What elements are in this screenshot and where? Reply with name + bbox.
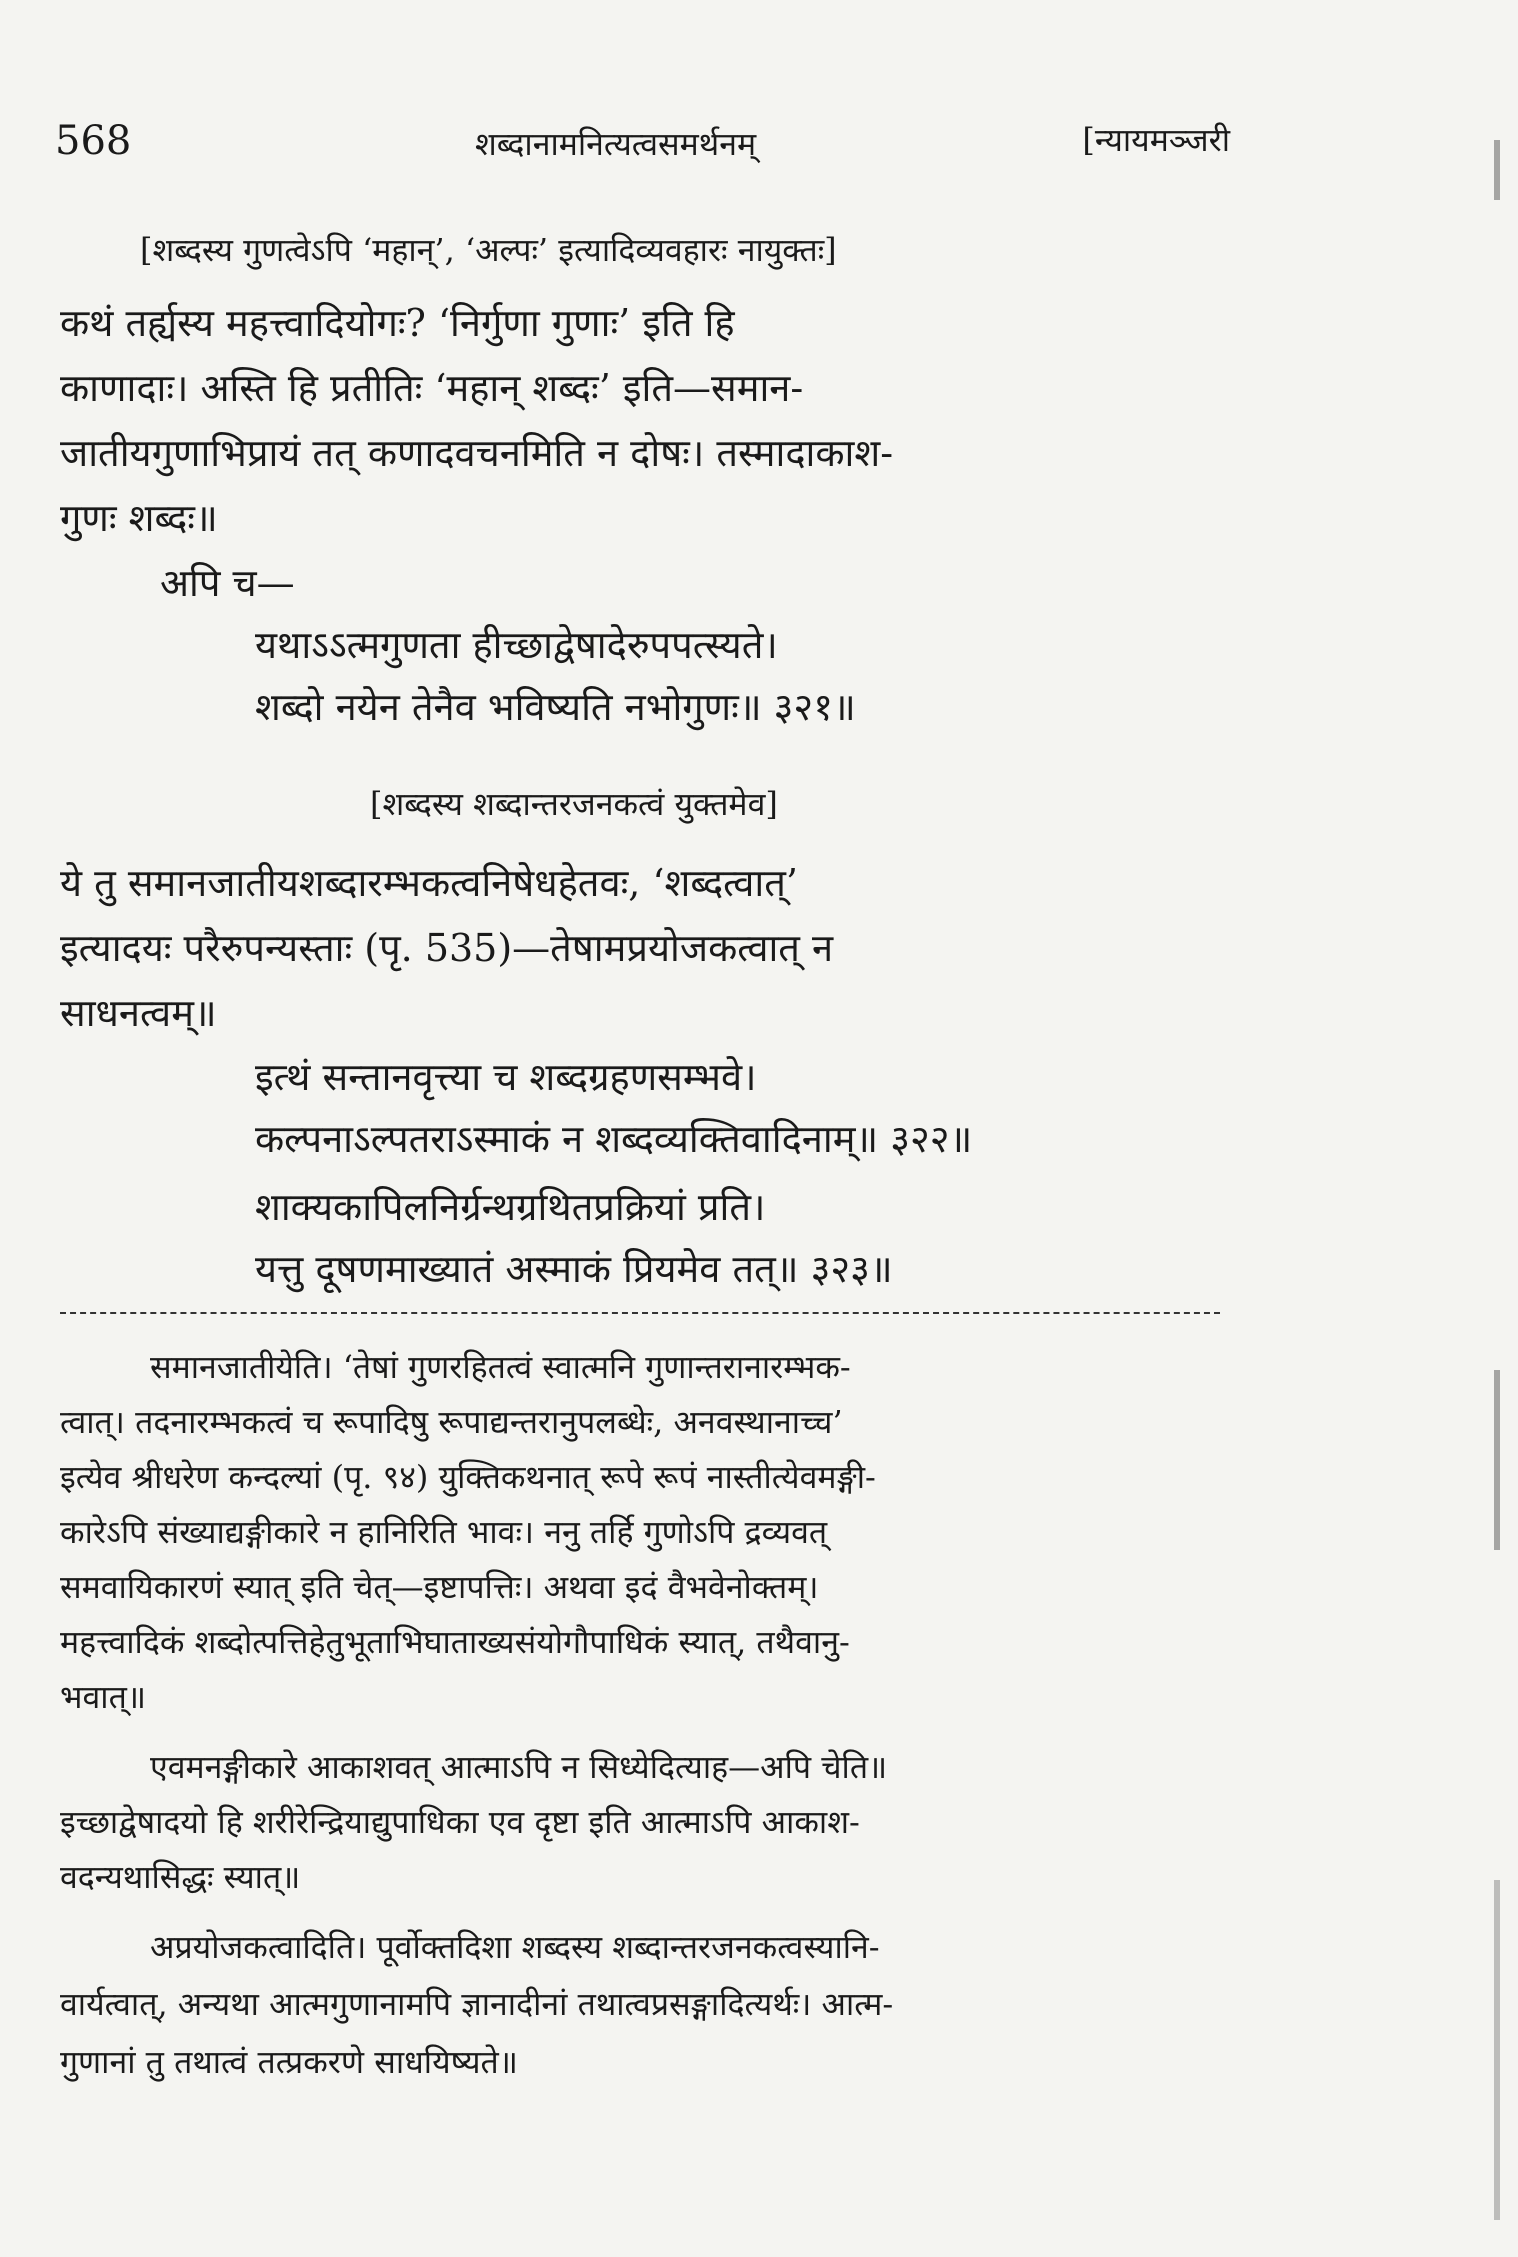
para2-line-2: इत्यादयः परैरुपन्यस्ताः (पृ. 535)—तेषामप्रयोजकत्वात् न bbox=[60, 926, 834, 970]
verse-322-line-1: इत्थं सन्तानवृत्त्या च शब्दग्रहणसम्भवे। bbox=[255, 1055, 757, 1099]
para2-line-3: साधनत्वम्॥ bbox=[60, 991, 217, 1035]
commentary1-line-4: कारेऽपि संख्याद्यङ्गीकारे न हानिरिति भावः। ननु तर्हि गुणोऽपि द्रव्यवत् bbox=[60, 1513, 828, 1551]
section-heading-1: [शब्दस्य गुणत्वेऽपि ‘महान्’, ‘अल्पः’ इत्यादिव्यवहारः नायुक्तः] bbox=[140, 231, 837, 269]
commentary1-line-6: महत्त्वादिकं शब्दोत्पत्तिहेतुभूताभिघाताख्यसंयोगौपाधिकं स्यात्, तथैवानु- bbox=[60, 1623, 850, 1661]
commentary2-line-2: इच्छाद्वेषादयो हि शरीरेन्द्रियाद्युपाधिका एव दृष्टा इति आत्माऽपि आकाश- bbox=[60, 1803, 860, 1841]
commentary2-line-3: वदन्यथासिद्धः स्यात्॥ bbox=[60, 1858, 301, 1896]
commentary1-line-3: इत्येव श्रीधरेण कन्दल्यां (पृ. ९४) युक्तिकथनात् रूपे रूपं नास्तीत्येवमङ्गी- bbox=[60, 1458, 876, 1496]
scan-edge-mark bbox=[1494, 1880, 1500, 2220]
commentary2-line-1: एवमनङ्गीकारे आकाशवत् आत्माऽपि न सिध्येदित्याह—अपि चेति॥ bbox=[150, 1748, 888, 1786]
para1-line-2: काणादाः। अस्ति हि प्रतीतिः ‘महान् शब्दः’ इति—समान- bbox=[60, 366, 804, 410]
section-heading-2: [शब्दस्य शब्दान्तरजनकत्वं युक्तमेव] bbox=[370, 785, 778, 823]
page-header bbox=[55, 118, 1230, 178]
section-tag: [न्यायमञ्जरी bbox=[1082, 121, 1230, 159]
running-title: शब्दानामनित्यत्वसमर्थनम् bbox=[475, 125, 757, 163]
commentary1-line-5: समवायिकारणं स्यात् इति चेत्—इष्टापत्तिः। अथवा इदं वैभवेनोक्तम्। bbox=[60, 1568, 819, 1606]
commentary3-line-3: गुणानां तु तथात्वं तत्प्रकरणे साधयिष्यते॥ bbox=[60, 2043, 518, 2081]
verse-323-line-1: शाक्यकापिलनिर्ग्रन्थग्रथितप्रक्रियां प्रति। bbox=[255, 1185, 766, 1229]
commentary3-line-1: अप्रयोजकत्वादिति। पूर्वोक्तदिशा शब्दस्य शब्दान्तरजनकत्वस्यानि- bbox=[150, 1928, 880, 1966]
commentary3-line-2: वार्यत्वात्, अन्यथा आत्मगुणानामपि ज्ञानादीनां तथात्वप्रसङ्गादित्यर्थः। आत्म- bbox=[60, 1985, 894, 2023]
scan-edge-mark bbox=[1494, 1370, 1500, 1550]
page-number: 568 bbox=[55, 118, 132, 164]
footnote-divider bbox=[60, 1312, 1220, 1314]
para1-line-3: जातीयगुणाभिप्रायं तत् कणादवचनमिति न दोषः। तस्मादाकाश- bbox=[60, 431, 894, 475]
verse-322-line-2: कल्पनाऽल्पतराऽस्माकं न शब्दव्यक्तिवादिनाम्॥ ३२२॥ bbox=[255, 1117, 973, 1161]
verse-321-line-2: शब्दो नयेन तेनैव भविष्यति नभोगुणः॥ ३२१॥ bbox=[255, 685, 856, 729]
verse-323-line-2: यत्तु दूषणमाख्यातं अस्माकं प्रियमेव तत्॥ ३२३॥ bbox=[255, 1247, 893, 1291]
api-ca: अपि च— bbox=[160, 561, 295, 605]
para1-line-4: गुणः शब्दः॥ bbox=[60, 496, 218, 540]
para1-line-1: कथं तर्ह्यस्य महत्त्वादियोगः? ‘निर्गुणा गुणाः’ इति हि bbox=[60, 301, 735, 345]
scan-edge-mark bbox=[1494, 140, 1500, 200]
commentary1-line-7: भवात्॥ bbox=[60, 1678, 146, 1716]
verse-321-line-1: यथाऽऽत्मगुणता हीच्छाद्वेषादेरुपपत्स्यते। bbox=[255, 623, 778, 667]
commentary1-line-1: समानजातीयेति। ‘तेषां गुणरहितत्वं स्वात्मनि गुणान्तरानारम्भक- bbox=[150, 1348, 851, 1386]
commentary1-line-2: त्वात्। तदनारम्भकत्वं च रूपादिषु रूपाद्यन्तरानुपलब्धेः, अनवस्थानाच्च’ bbox=[60, 1403, 843, 1441]
para2-line-1: ये तु समानजातीयशब्दारम्भकत्वनिषेधहेतवः, ‘शब्दत्वात्’ bbox=[60, 861, 798, 905]
